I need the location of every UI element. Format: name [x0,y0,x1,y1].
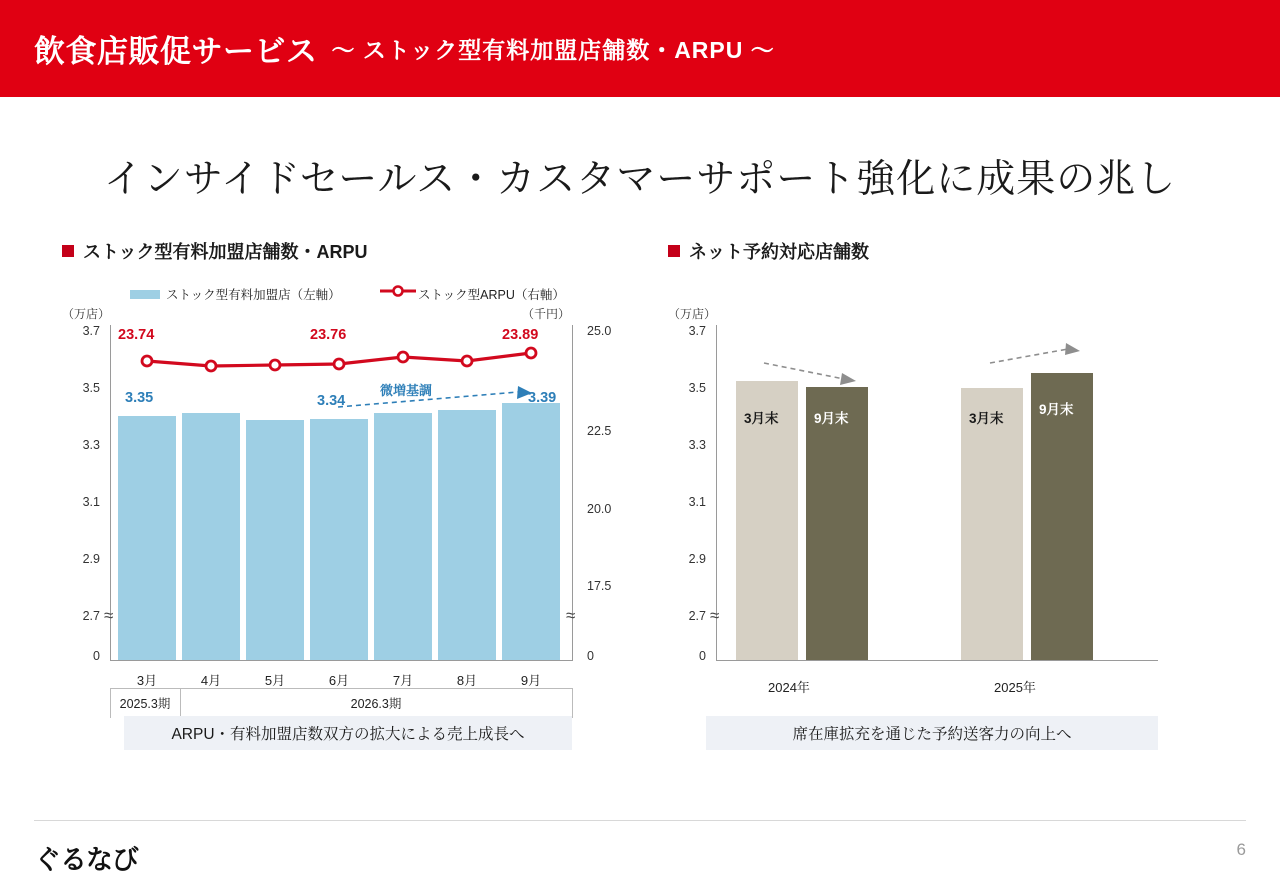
bar-label-2024-september: 9月末 [814,411,849,426]
period-label-0: 2025.3期 [119,697,171,711]
xtick-2: 5月 [264,673,286,688]
stock-arpu-chart [62,285,622,711]
bar-label-2024-march: 3月末 [744,411,779,426]
xtick-6: 9月 [520,673,542,688]
value-label-stores-0: 3.35 [125,390,154,406]
bullet-square-icon [668,245,680,257]
value-label-stores-6: 3.39 [528,390,557,406]
xtick-0: 3月 [136,673,158,688]
r-ytick-4: 2.9 [688,552,706,566]
r-ytick-2: 3.3 [688,438,706,452]
r-axis-break-icon: ≈ [710,606,720,625]
page-number: 6 [1236,840,1246,859]
bar-label-2025-march: 3月末 [969,411,1004,426]
value-label-arpu-3: 23.76 [310,327,347,343]
period-divider-c [572,688,573,718]
footer-divider [34,820,1246,821]
ytick-right-2: 20.0 [587,502,612,516]
ytick-left-5: 2.7 [82,609,100,623]
r-ytick-5: 2.7 [688,609,706,623]
section-title-left [62,238,367,264]
right-note-box: 席在庫拡充を通じた予約送客力の向上へ [706,716,1158,750]
xtick-3: 6月 [328,673,350,688]
left-axis-unit: （万店） [62,307,111,321]
right-chart-axis-unit: （万店） [668,307,717,321]
group-label-2025: 2025年 [994,680,1036,695]
axis-break-left-icon: ≈ [104,606,114,625]
period-label-1: 2026.3期 [350,697,402,711]
axis-break-right-icon: ≈ [566,606,576,625]
ytick-right-1: 22.5 [587,424,612,438]
ytick-right-4: 0 [587,649,594,663]
ytick-left-1: 3.5 [82,381,100,395]
xtick-5: 8月 [456,673,478,688]
right-axis-unit: （千円） [522,307,571,321]
page-subtitle: 〜 ストック型有料加盟店舗数・ARPU 〜 [331,37,775,63]
ytick-right-0: 25.0 [587,324,612,338]
section-title-left-label: ストック型有料加盟店舗数・ARPU [83,242,368,262]
trend-arrow-icon [62,285,622,685]
left-note-box: ARPU・有料加盟店数双方の拡大による売上成長へ [124,716,572,750]
bullet-square-icon [62,245,74,257]
ytick-right-3: 17.5 [587,579,612,593]
ytick-left-4: 2.9 [82,552,100,566]
section-title-right-label: ネット予約対応店舗数 [689,242,869,262]
value-label-stores-3: 3.34 [317,393,346,409]
ytick-left-2: 3.3 [82,438,100,452]
xtick-4: 7月 [392,673,414,688]
page-title: 飲食店販促サービス [34,34,318,69]
r-ytick-6: 0 [699,649,706,663]
group-label-2024: 2024年 [768,680,810,695]
value-label-arpu-6: 23.89 [502,327,539,343]
brand-logo: ぐるなび [34,845,138,875]
lead-statement: インサイドセールス・カスタマーサポート強化に成果の兆し [103,158,1177,201]
r-ytick-3: 3.1 [688,495,706,509]
trend-arrow-2025-icon [668,285,1168,685]
ytick-left-0: 3.7 [82,324,100,338]
page-header [0,0,1280,97]
annotation-trend-label: 微増基調 [380,383,433,398]
value-label-arpu-0: 23.74 [118,327,155,343]
ytick-left-6: 0 [93,649,100,663]
r-ytick-1: 3.5 [688,381,706,395]
xtick-1: 4月 [200,673,222,688]
legend-label-line: ストック型ARPU（右軸） [418,288,565,302]
net-reservation-chart [668,285,1168,705]
r-ytick-0: 3.7 [688,324,706,338]
ytick-left-3: 3.1 [82,495,100,509]
section-title-right [668,238,869,264]
legend-label-bars: ストック型有料加盟店（左軸） [166,288,341,302]
bar-label-2025-september: 9月末 [1039,402,1074,417]
